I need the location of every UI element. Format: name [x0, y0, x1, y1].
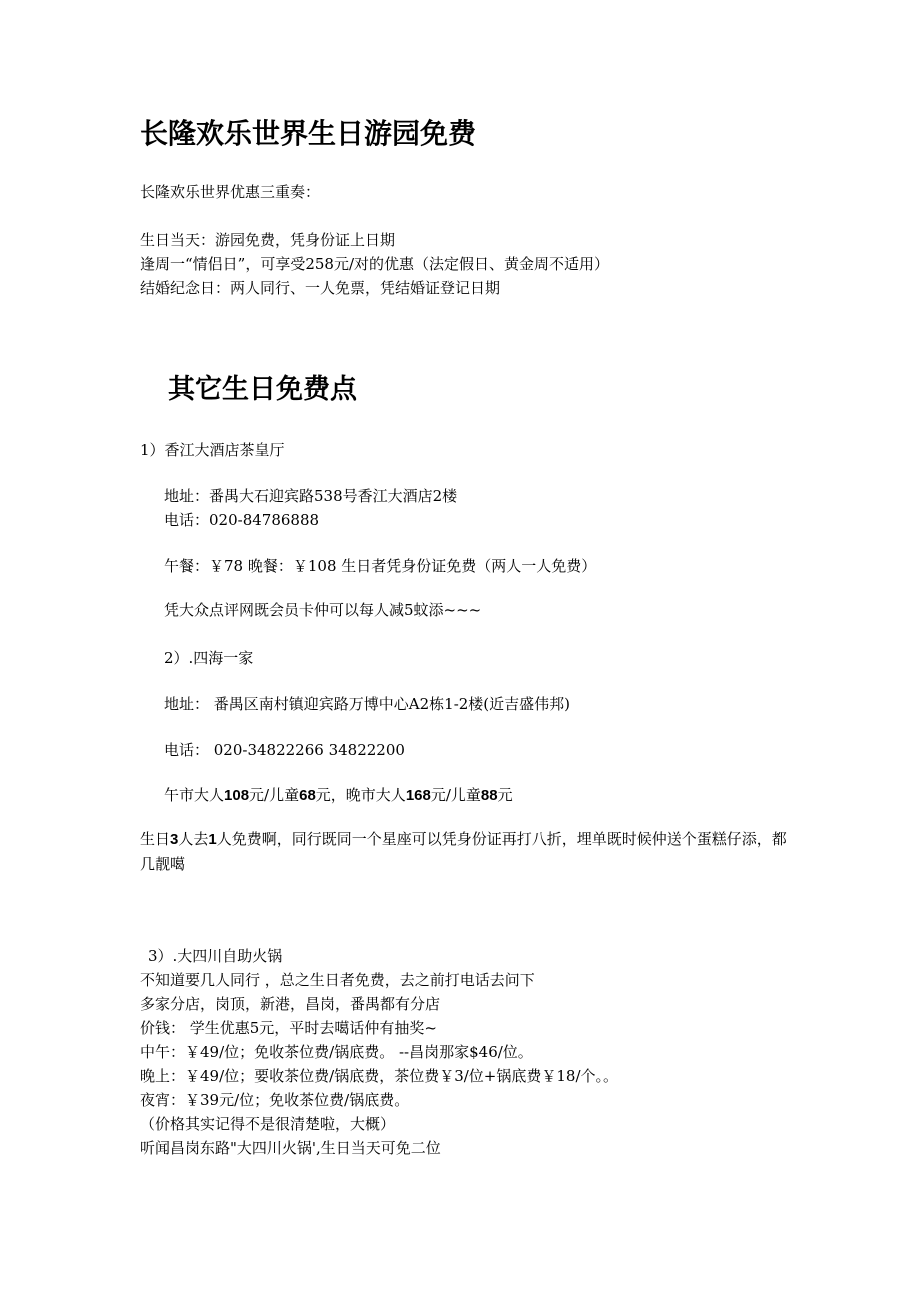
item3-line: 中午：￥49/位；免收茶位费/锅底费。 --昌岗那家$46/位。 — [140, 1043, 533, 1061]
item2-phone: 电话： 020-34822266 34822200 — [164, 741, 405, 759]
item2-prices — [164, 785, 513, 806]
item1-phone: 电话：020-84786888 — [164, 511, 320, 529]
item3-line: 不知道要几人同行 ，总之生日者免费，去之前打电话去问下 — [140, 971, 535, 989]
item2-prices-text: 元/儿童 — [249, 786, 300, 804]
item3-line: 听闻昌岗东路"大四川火锅',生日当天可免二位 — [140, 1139, 441, 1157]
birthday-text: 人去 — [178, 830, 209, 848]
item2-address: 地址： 番禺区南村镇迎宾路万博中心A2栋1-2楼(近吉盛伟邦) — [164, 695, 571, 713]
page-title: 长隆欢乐世界生日游园免费 — [140, 117, 477, 150]
intro-line-couples: 逢周一“情侣日”，可享受258元/对的优惠（法定假日、黄金周不适用） — [140, 255, 610, 273]
item3-line: 晚上：￥49/位；要收茶位费/锅底费，茶位费￥3/位+锅底费￥18/个。。 — [140, 1067, 619, 1085]
item3-line: 多家分店，岗顶，新港，昌岗，番禺都有分店 — [140, 995, 441, 1013]
birthday-text: 人免费啊，同行既同一个星座可以凭身份证再打八折，埋单既时候仲送个蛋糕仔添，都几靓噶 — [140, 830, 787, 873]
birthday-free-count: 1 — [208, 831, 217, 848]
item3-line: 夜宵：￥39元/位；免收茶位费/锅底费。 — [140, 1091, 410, 1109]
item2-prices-text: 元 — [497, 786, 513, 804]
item2-prices-text: 元/儿童 — [430, 786, 481, 804]
item2-price-adult-dinner: 168 — [405, 787, 431, 804]
item1-address: 地址：番禺大石迎宾路538号香江大酒店2楼 — [164, 487, 458, 505]
item2-price-adult-lunch: 108 — [224, 787, 250, 804]
intro-line-anniversary: 结婚纪念日：两人同行、一人免票，凭结婚证登记日期 — [140, 279, 501, 297]
item1-note: 凭大众点评网既会员卡仲可以每人减5蚊添~~~ — [164, 601, 482, 619]
item2-prices-text: 午市大人 — [164, 786, 225, 804]
intro-heading: 长隆欢乐世界优惠三重奏： — [140, 183, 321, 201]
item2-price-child-lunch: 68 — [299, 787, 316, 804]
item2-name: 2）.四海一家 — [164, 649, 254, 667]
item3-name: 3）.大四川自助火锅 — [148, 947, 283, 965]
item2-birthday-note — [140, 827, 790, 876]
item1-prices: 午餐：￥78 晚餐：￥108 生日者凭身份证免费（两人一人免费） — [164, 557, 597, 575]
item3-line: 价钱： 学生优惠5元，平时去噶话仲有抽奖~ — [140, 1019, 437, 1037]
section-title: 其它生日免费点 — [168, 374, 357, 405]
item2-price-child-dinner: 88 — [480, 787, 498, 804]
item3-line: （价格其实记得不是很清楚啦，大概） — [140, 1115, 396, 1133]
item1-name: 1）香江大酒店茶皇厅 — [140, 441, 285, 459]
birthday-text: 生日 — [140, 830, 171, 848]
item2-prices-text: 元，晚市大人 — [315, 786, 406, 804]
birthday-group-size: 3 — [170, 831, 179, 848]
intro-line-birthday: 生日当天：游园免费，凭身份证上日期 — [140, 231, 396, 249]
